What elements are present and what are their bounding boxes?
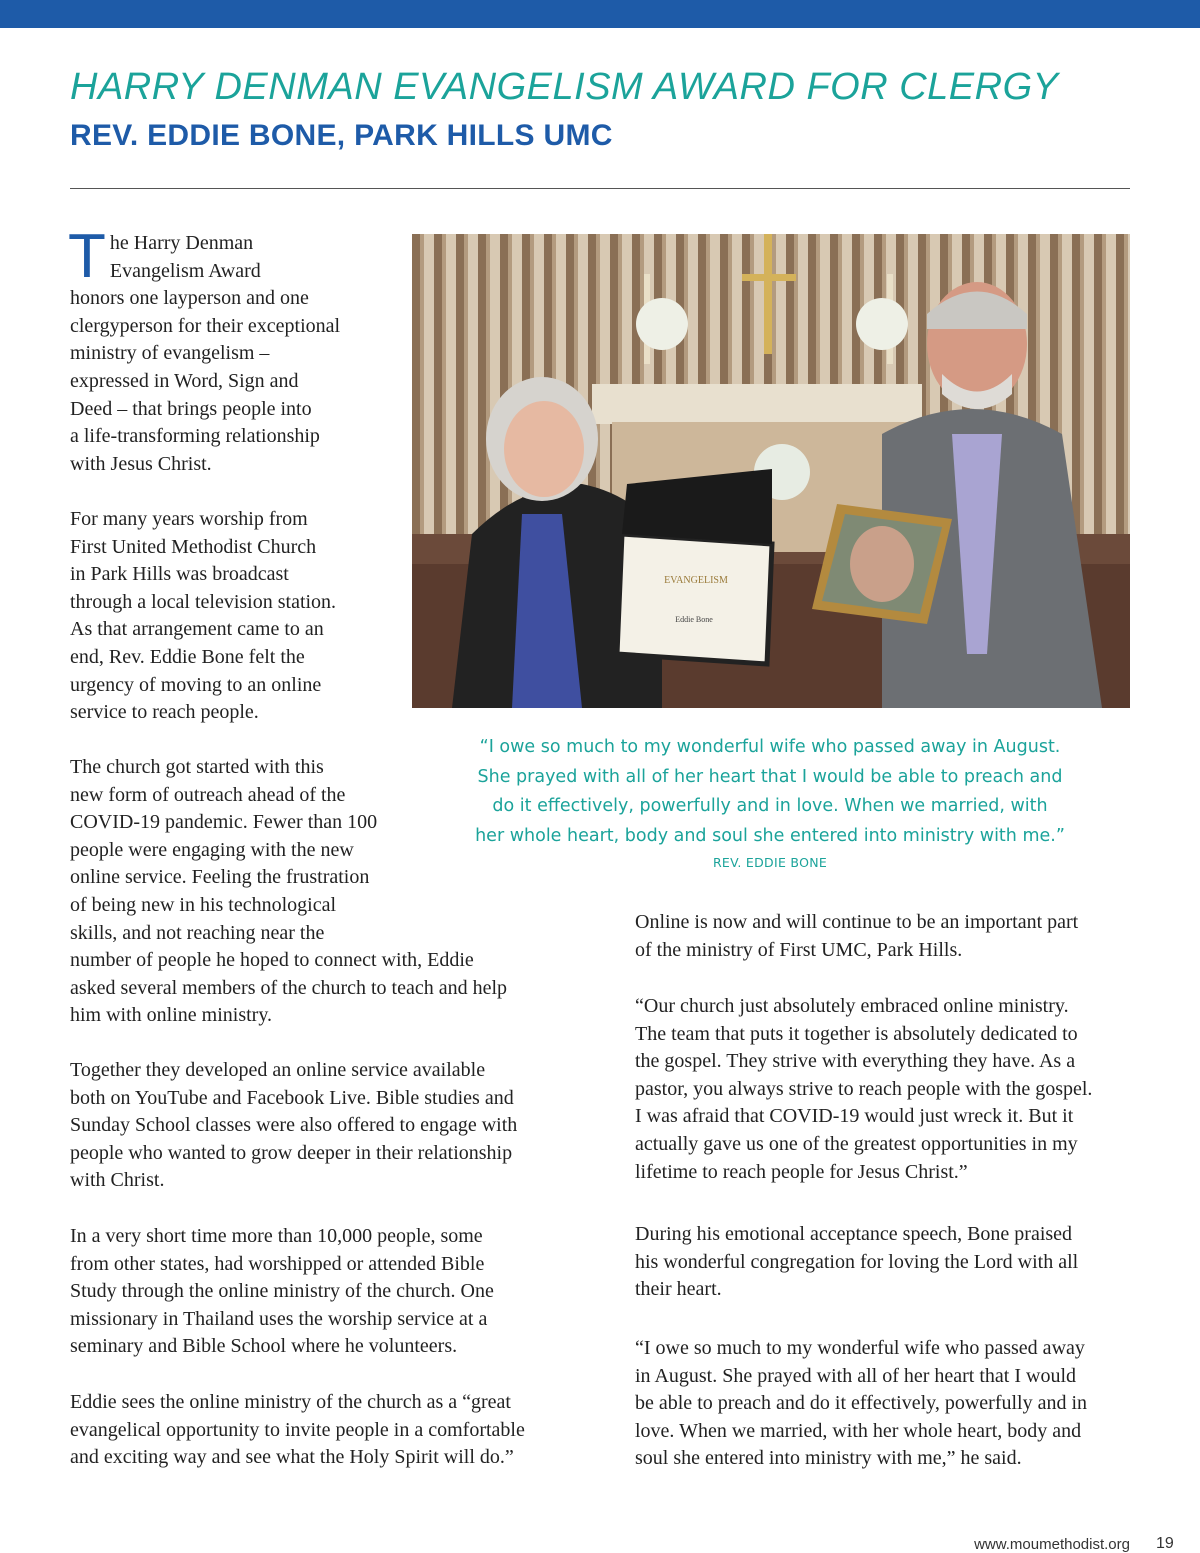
text-line: their heart. <box>635 1278 722 1301</box>
award-photo-illustration <box>412 234 1130 708</box>
drop-cap: T <box>68 222 106 291</box>
text-line: I was afraid that COVID-19 would just wreck it. But it <box>635 1105 1074 1128</box>
text-line: “I owe so much to my wonderful wife who passed away <box>635 1337 1085 1359</box>
text-line: his wonderful congregation for loving the Lord with all <box>635 1250 1079 1273</box>
text-line: through a local television station. <box>70 590 337 613</box>
text-line: her whole heart, body and soul she entered into ministry with me.” <box>475 825 1065 846</box>
text-line: service to reach people. <box>70 701 259 724</box>
text-line: online service. Feeling the frustration <box>70 866 370 889</box>
paragraph-acceptance <box>635 1221 1135 1304</box>
article-subtitle: REV. EDDIE BONE, PARK HILLS UMC <box>70 119 613 152</box>
title-divider <box>70 188 1130 189</box>
text-line: During his emotional acceptance speech, Bone praised <box>635 1223 1073 1245</box>
text-line: Eddie sees the online ministry of the church as a “great <box>70 1391 511 1413</box>
certificate-name: Eddie Bone <box>675 615 713 624</box>
text-line: Online is now and will continue to be an important part <box>635 911 1079 933</box>
paragraph-broadcast <box>70 506 390 727</box>
paragraph-reach <box>70 1223 570 1361</box>
text-line: clergyperson for their exceptional <box>70 314 341 337</box>
text-line: end, Rev. Eddie Bone felt the <box>70 645 305 668</box>
article-title: HARRY DENMAN EVANGELISM AWARD FOR CLERGY <box>70 66 1059 108</box>
text-line: a life-transforming relationship <box>70 425 320 448</box>
text-line: people were engaging with the new <box>70 838 354 861</box>
footer-website-link[interactable]: www.moumethodist.org <box>974 1536 1130 1553</box>
paragraph-intro-text <box>68 222 370 478</box>
text-line: of being new in his technological <box>70 893 337 916</box>
paragraph-intro <box>68 222 370 478</box>
paragraph-acceptance-text <box>635 1221 1135 1304</box>
text-line: pastor, you always strive to reach people with the gospel. <box>635 1077 1093 1100</box>
paragraph-opportunity-text <box>70 1389 590 1472</box>
text-line: be able to preach and do it effectively, powerfully and in <box>635 1392 1088 1415</box>
text-line: She prayed with all of her heart that I would be able to preach and <box>477 766 1063 787</box>
text-line: Sunday School classes were also offered to engage with <box>70 1114 518 1137</box>
text-line: the gospel. They strive with everything they have. As a <box>635 1050 1076 1073</box>
text-line: In a very short time more than 10,000 people, some <box>70 1225 483 1247</box>
text-line: asked several members of the church to teach and help <box>70 976 508 999</box>
text-line: evangelical opportunity to invite people in a comfortable <box>70 1418 525 1441</box>
paragraph-church-embraced <box>635 993 1135 1186</box>
pull-quote-attribution: REV. EDDIE BONE <box>712 855 828 870</box>
pull-quote <box>430 733 1110 851</box>
text-line: seminary and Bible School where he volunteers. <box>70 1335 458 1358</box>
text-line: “I owe so much to my wonderful wife who passed away in August. <box>479 737 1061 757</box>
text-line: with Christ. <box>70 1169 165 1192</box>
award-photo <box>412 234 1130 708</box>
text-line: The church got started with this <box>70 756 324 778</box>
text-line: lifetime to reach people for Jesus Christ.” <box>635 1160 968 1183</box>
paragraph-opportunity <box>70 1389 590 1472</box>
text-line: For many years worship from <box>70 508 308 530</box>
text-line: do it effectively, powerfully and in love. When we married, with <box>492 796 1048 816</box>
text-line: in Park Hills was broadcast <box>70 563 289 586</box>
text-line: Study through the online ministry of the church. One <box>70 1280 494 1303</box>
text-line: people who wanted to grow deeper in their relationship <box>70 1141 513 1164</box>
certificate-heading: EVANGELISM <box>664 575 728 586</box>
text-line: he Harry Denman <box>109 232 254 254</box>
text-line: expressed in Word, Sign and <box>70 369 299 392</box>
paragraph-broadcast-text <box>70 506 390 727</box>
paragraph-wife-quote <box>635 1335 1135 1473</box>
paragraph-wife-quote-text <box>635 1335 1135 1473</box>
text-line: COVID-19 pandemic. Fewer than 100 <box>70 811 378 834</box>
text-line: ministry of evangelism – <box>70 342 270 365</box>
page-number: 19 <box>1156 1535 1174 1552</box>
text-line: Evangelism Award <box>109 259 261 282</box>
text-line: “Our church just absolutely embraced online ministry. <box>635 995 1069 1017</box>
text-line: honors one layperson and one <box>70 287 309 310</box>
paragraph-reach-text <box>70 1223 570 1361</box>
text-line: love. When we married, with her whole heart, body and <box>635 1419 1082 1442</box>
text-line: soul she entered into ministry with me,” he said. <box>635 1447 1022 1470</box>
paragraph-online-now <box>635 909 1135 964</box>
paragraph-online-service-text <box>70 1057 570 1195</box>
text-line: Deed – that brings people into <box>70 397 312 420</box>
text-line: number of people he hoped to connect with, Eddie <box>70 949 474 972</box>
text-line: of the ministry of First UMC, Park Hills. <box>635 938 963 961</box>
text-line: and exciting way and see what the Holy Spirit will do.” <box>70 1446 514 1469</box>
text-line: Together they developed an online service available <box>70 1059 486 1081</box>
paragraph-online-service <box>70 1057 570 1195</box>
text-line: urgency of moving to an online <box>70 673 322 696</box>
paragraph-online-now-text <box>635 909 1135 964</box>
text-line: First United Methodist Church <box>70 535 317 558</box>
text-line: As that arrangement came to an <box>70 618 324 641</box>
text-line: from other states, had worshipped or attended Bible <box>70 1252 485 1275</box>
text-line: new form of outreach ahead of the <box>70 783 346 806</box>
text-line: missionary in Thailand uses the worship service at a <box>70 1307 488 1330</box>
pull-quote-text <box>430 733 1110 851</box>
text-line: skills, and not reaching near the <box>70 921 325 944</box>
text-line: The team that puts it together is absolutely dedicated to <box>635 1022 1078 1045</box>
text-line: in August. She prayed with all of her heart that I would <box>635 1364 1077 1387</box>
top-color-bar <box>0 0 1200 28</box>
text-line: with Jesus Christ. <box>70 452 212 475</box>
text-line: both on YouTube and Facebook Live. Bible studies and <box>70 1086 514 1109</box>
paragraph-church-embraced-text <box>635 993 1135 1186</box>
text-line: actually gave us one of the greatest opportunities in my <box>635 1132 1078 1155</box>
text-line: him with online ministry. <box>70 1004 273 1027</box>
